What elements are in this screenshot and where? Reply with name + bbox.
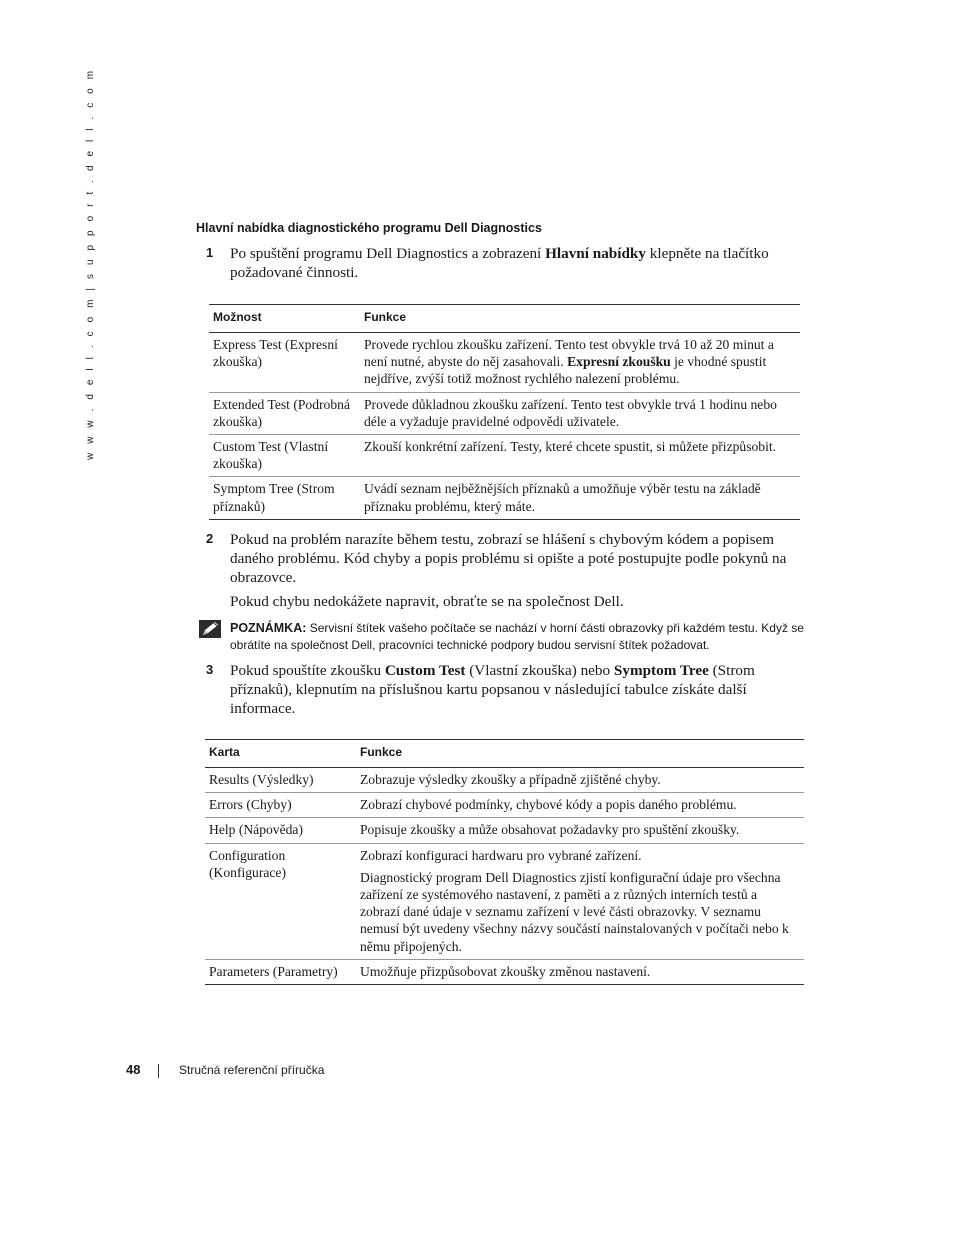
table-row — [209, 392, 800, 434]
column-header: Funkce — [364, 310, 407, 324]
table-row — [209, 435, 800, 477]
section-title: Hlavní nabídka diagnostického programu Dell Diagnostics — [196, 221, 542, 235]
side-url: w w w . d e l l . c o m | s u p p o r t . d e l l . c o m — [85, 67, 96, 460]
option-cell: Extended Test (Podrobná zkouška) — [213, 396, 350, 429]
function-cell: Provede důkladnou zkoušku zařízení. Tento test obvykle trvá 1 hodinu nebo déle a vyžaduje pravidelné odpovědi uživatele. — [364, 396, 777, 429]
function-cell: Zobrazuje výsledky zkoušky a případně zjištěné chyby. — [360, 772, 661, 787]
footer-divider — [158, 1064, 159, 1078]
option-cell: Symptom Tree (Strom příznaků) — [213, 481, 335, 514]
table-row — [205, 768, 804, 793]
function-cell: Popisuje zkoušky a může obsahovat požadavky pro spuštění zkoušky. — [360, 822, 740, 838]
function-cell: Zobrazí konfiguraci hardwaru pro vybrané zařízení. Diagnostický program Dell Diagnostics zjistí konfigurační údaje pro všechna zařízení ze systémového nastavení, z paměti a z různých interních testů a zobrazí dané údaje v seznamu zařízení v levé části obrazovky. V seznamu nemusí být uvedeny všechny názvy součástí nainstalovaných v počítači nebo k němu připojených. — [360, 847, 789, 954]
function-cell: Provede rychlou zkoušku zařízení. Tento test obvykle trvá 10 až 20 minut a není nutné, abyste do něj zasahovali. Expresní zkoušku je vhodné spustit nejdříve, zvýší totiž možnost rychlého nalezení problému. — [364, 337, 774, 387]
function-cell: Uvádí seznam nejběžnějších příznaků a umožňuje výběr testu na základě příznaku problému, který máte. — [364, 481, 761, 514]
function-cell: Zkouší konkrétní zařízení. Testy, které chcete spustit, si můžete přizpůsobit. — [364, 439, 777, 455]
step-3 — [206, 661, 806, 721]
page-number: 48 — [126, 1062, 141, 1077]
step-text: Pokud na problém narazíte během testu, zobrazí se hlášení s chybovým kódem a popisem daného problému. Kód chyby a popis problému si opište a poté postupujte podle pokynů na obrazovce. — [230, 531, 787, 586]
table-row — [205, 818, 804, 843]
function-cell: Umožňuje přizpůsobovat zkoušky změnou nastavení. — [360, 963, 651, 979]
option-cell: Express Test (Expresní zkouška) — [213, 337, 338, 370]
table-row — [209, 333, 800, 393]
column-header: Funkce — [360, 745, 403, 759]
step-number: 2 — [206, 531, 214, 546]
tab-cell: Results (Výsledky) — [209, 772, 314, 787]
table-header-row — [209, 305, 800, 333]
step-number: 1 — [206, 245, 214, 260]
note-label: POZNÁMKA: — [230, 621, 307, 635]
note-pencil-icon — [199, 620, 221, 638]
table-row — [205, 843, 804, 959]
tab-cell: Errors (Chyby) — [209, 797, 292, 813]
table-row — [209, 477, 800, 519]
table-header-row — [205, 740, 804, 768]
note-text: Servisní štítek vašeho počítače se nachází v horní části obrazovky při každém testu. Když se obrátíte na společnost Dell, pracovníci technické podpory budou servisní štítek požadovat. — [230, 621, 804, 652]
function-cell: Zobrazí chybové podmínky, chybové kódy a popis daného problému. — [360, 797, 737, 813]
step-1 — [206, 244, 806, 284]
option-cell: Custom Test (Vlastní zkouška) — [213, 439, 329, 472]
tab-cell: Configuration (Konfigurace) — [209, 847, 286, 880]
tabs-table — [205, 739, 804, 985]
footer-title: Stručná referenční příručka — [179, 1063, 325, 1077]
tab-cell: Help (Nápověda) — [209, 822, 303, 838]
options-table — [209, 304, 800, 520]
note — [230, 620, 805, 654]
column-header: Možnost — [213, 310, 262, 324]
step-2 — [206, 530, 806, 620]
step-text: Po spuštění programu Dell Diagnostics a zobrazení Hlavní nabídky klepněte na tlačítko požadované činnosti. — [230, 245, 769, 281]
step-number: 3 — [206, 662, 214, 677]
table-row — [205, 959, 804, 984]
tab-cell: Parameters (Parametry) — [209, 963, 338, 979]
table-row — [205, 793, 804, 818]
column-header: Karta — [209, 745, 240, 759]
step-text: Pokud spouštíte zkoušku Custom Test (Vlastní zkouška) nebo Symptom Tree (Strom příznaků), klepnutím na příslušnou kartu popsanou v následující tabulce získáte další informace. — [230, 662, 755, 717]
step-followup: Pokud chybu nedokážete napravit, obraťte se na společnost Dell. — [230, 593, 624, 610]
